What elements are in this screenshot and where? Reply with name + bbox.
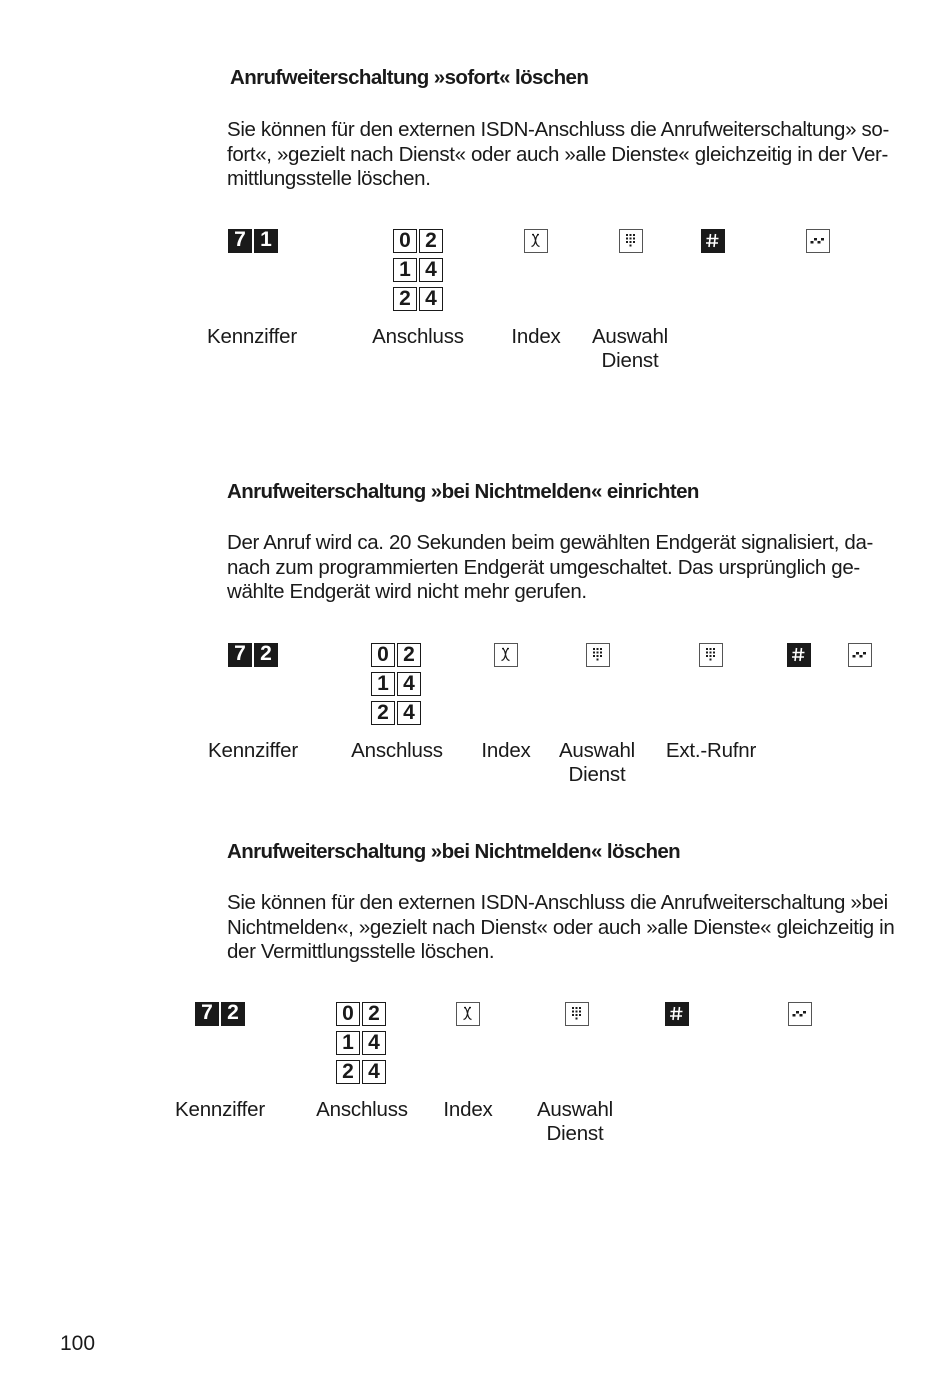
label-index: Index — [443, 1098, 493, 1121]
code-key: 7 — [228, 643, 252, 667]
code-key: 7 — [228, 229, 252, 253]
label-service-line: Dienst — [546, 1122, 604, 1145]
paragraph-line: wählte Endgerät wird nicht mehr gerufen. — [227, 580, 587, 603]
port-key: 1 — [393, 258, 417, 282]
port-key: 4 — [419, 258, 443, 282]
label-code: Kennziffer — [175, 1098, 265, 1121]
port-key: 0 — [393, 229, 417, 253]
label-index: Index — [481, 739, 531, 762]
label-service — [525, 1098, 625, 1146]
section-3-paragraph — [227, 891, 894, 965]
label-service-line: Auswahl — [558, 739, 636, 762]
port-key: 4 — [362, 1031, 386, 1055]
paragraph-line: Nichtmelden«, »gezielt nach Dienst« oder auch »alle Dienste« gleichzeitig in — [227, 915, 895, 939]
port-key: 2 — [371, 701, 395, 725]
paragraph-line: nach zum programmierten Endgerät umgeschaltet. Das ursprünglich ge- — [227, 555, 860, 579]
port-key: 4 — [362, 1060, 386, 1084]
port-key: 4 — [419, 287, 443, 311]
hash-key-icon — [787, 643, 811, 667]
paragraph-line: mittlungsstelle löschen. — [227, 167, 431, 190]
code-key: 2 — [254, 643, 278, 667]
keypad-icon — [565, 1002, 589, 1026]
page-number: 100 — [60, 1332, 96, 1355]
code-key: 1 — [254, 229, 278, 253]
port-key: 0 — [336, 1002, 360, 1026]
paragraph-line: Der Anruf wird ca. 20 Sekunden beim gewählten Endgerät signalisiert, da- — [227, 531, 873, 554]
port-key: 4 — [397, 701, 421, 725]
handset-lift-icon — [524, 229, 548, 253]
section-3-heading: Anrufweiterschaltung »bei Nichtmelden« löschen — [227, 840, 681, 863]
hash-key-icon — [701, 229, 725, 253]
label-port: Anschluss — [316, 1098, 408, 1121]
label-ext-number: Ext.-Rufnr — [665, 739, 757, 762]
handset-lift-icon — [494, 643, 518, 667]
label-port: Anschluss — [372, 325, 464, 348]
port-key: 2 — [393, 287, 417, 311]
keypad-icon — [619, 229, 643, 253]
port-key: 2 — [362, 1002, 386, 1026]
keypad-icon — [586, 643, 610, 667]
section-2-heading: Anrufweiterschaltung »bei Nichtmelden« einrichten — [227, 480, 699, 503]
label-service — [580, 325, 680, 373]
port-key: 2 — [397, 643, 421, 667]
section-2-paragraph — [227, 531, 873, 605]
section-1-heading: Anrufweiterschaltung »sofort« löschen — [230, 66, 589, 89]
port-key: 2 — [336, 1060, 360, 1084]
label-code: Kennziffer — [208, 739, 298, 762]
port-key: 1 — [371, 672, 395, 696]
label-port: Anschluss — [351, 739, 443, 762]
label-service-line: Auswahl — [536, 1098, 614, 1121]
paragraph-line: Sie können für den externen ISDN-Anschluss die Anrufweiterschaltung» so- — [227, 118, 889, 141]
keypad-icon — [699, 643, 723, 667]
confirmation-tone-icon — [806, 229, 830, 253]
port-key: 1 — [336, 1031, 360, 1055]
label-service-line: Dienst — [568, 763, 626, 786]
label-code: Kennziffer — [207, 325, 297, 348]
section-1-paragraph — [227, 118, 889, 192]
confirmation-tone-icon — [788, 1002, 812, 1026]
label-service-line: Dienst — [601, 349, 659, 372]
label-service-line: Auswahl — [591, 325, 669, 348]
paragraph-line: fort«, »gezielt nach Dienst« oder auch »alle Dienste« gleichzeitig in der Ver- — [227, 142, 888, 166]
handset-lift-icon — [456, 1002, 480, 1026]
port-key: 4 — [397, 672, 421, 696]
paragraph-line: der Vermittlungsstelle löschen. — [227, 940, 495, 963]
label-index: Index — [511, 325, 561, 348]
hash-key-icon — [665, 1002, 689, 1026]
confirmation-tone-icon — [848, 643, 872, 667]
port-key: 2 — [419, 229, 443, 253]
paragraph-line: Sie können für den externen ISDN-Anschluss die Anrufweiterschaltung »bei — [227, 891, 888, 914]
label-service — [547, 739, 647, 787]
port-key: 0 — [371, 643, 395, 667]
code-key: 7 — [195, 1002, 219, 1026]
code-key: 2 — [221, 1002, 245, 1026]
